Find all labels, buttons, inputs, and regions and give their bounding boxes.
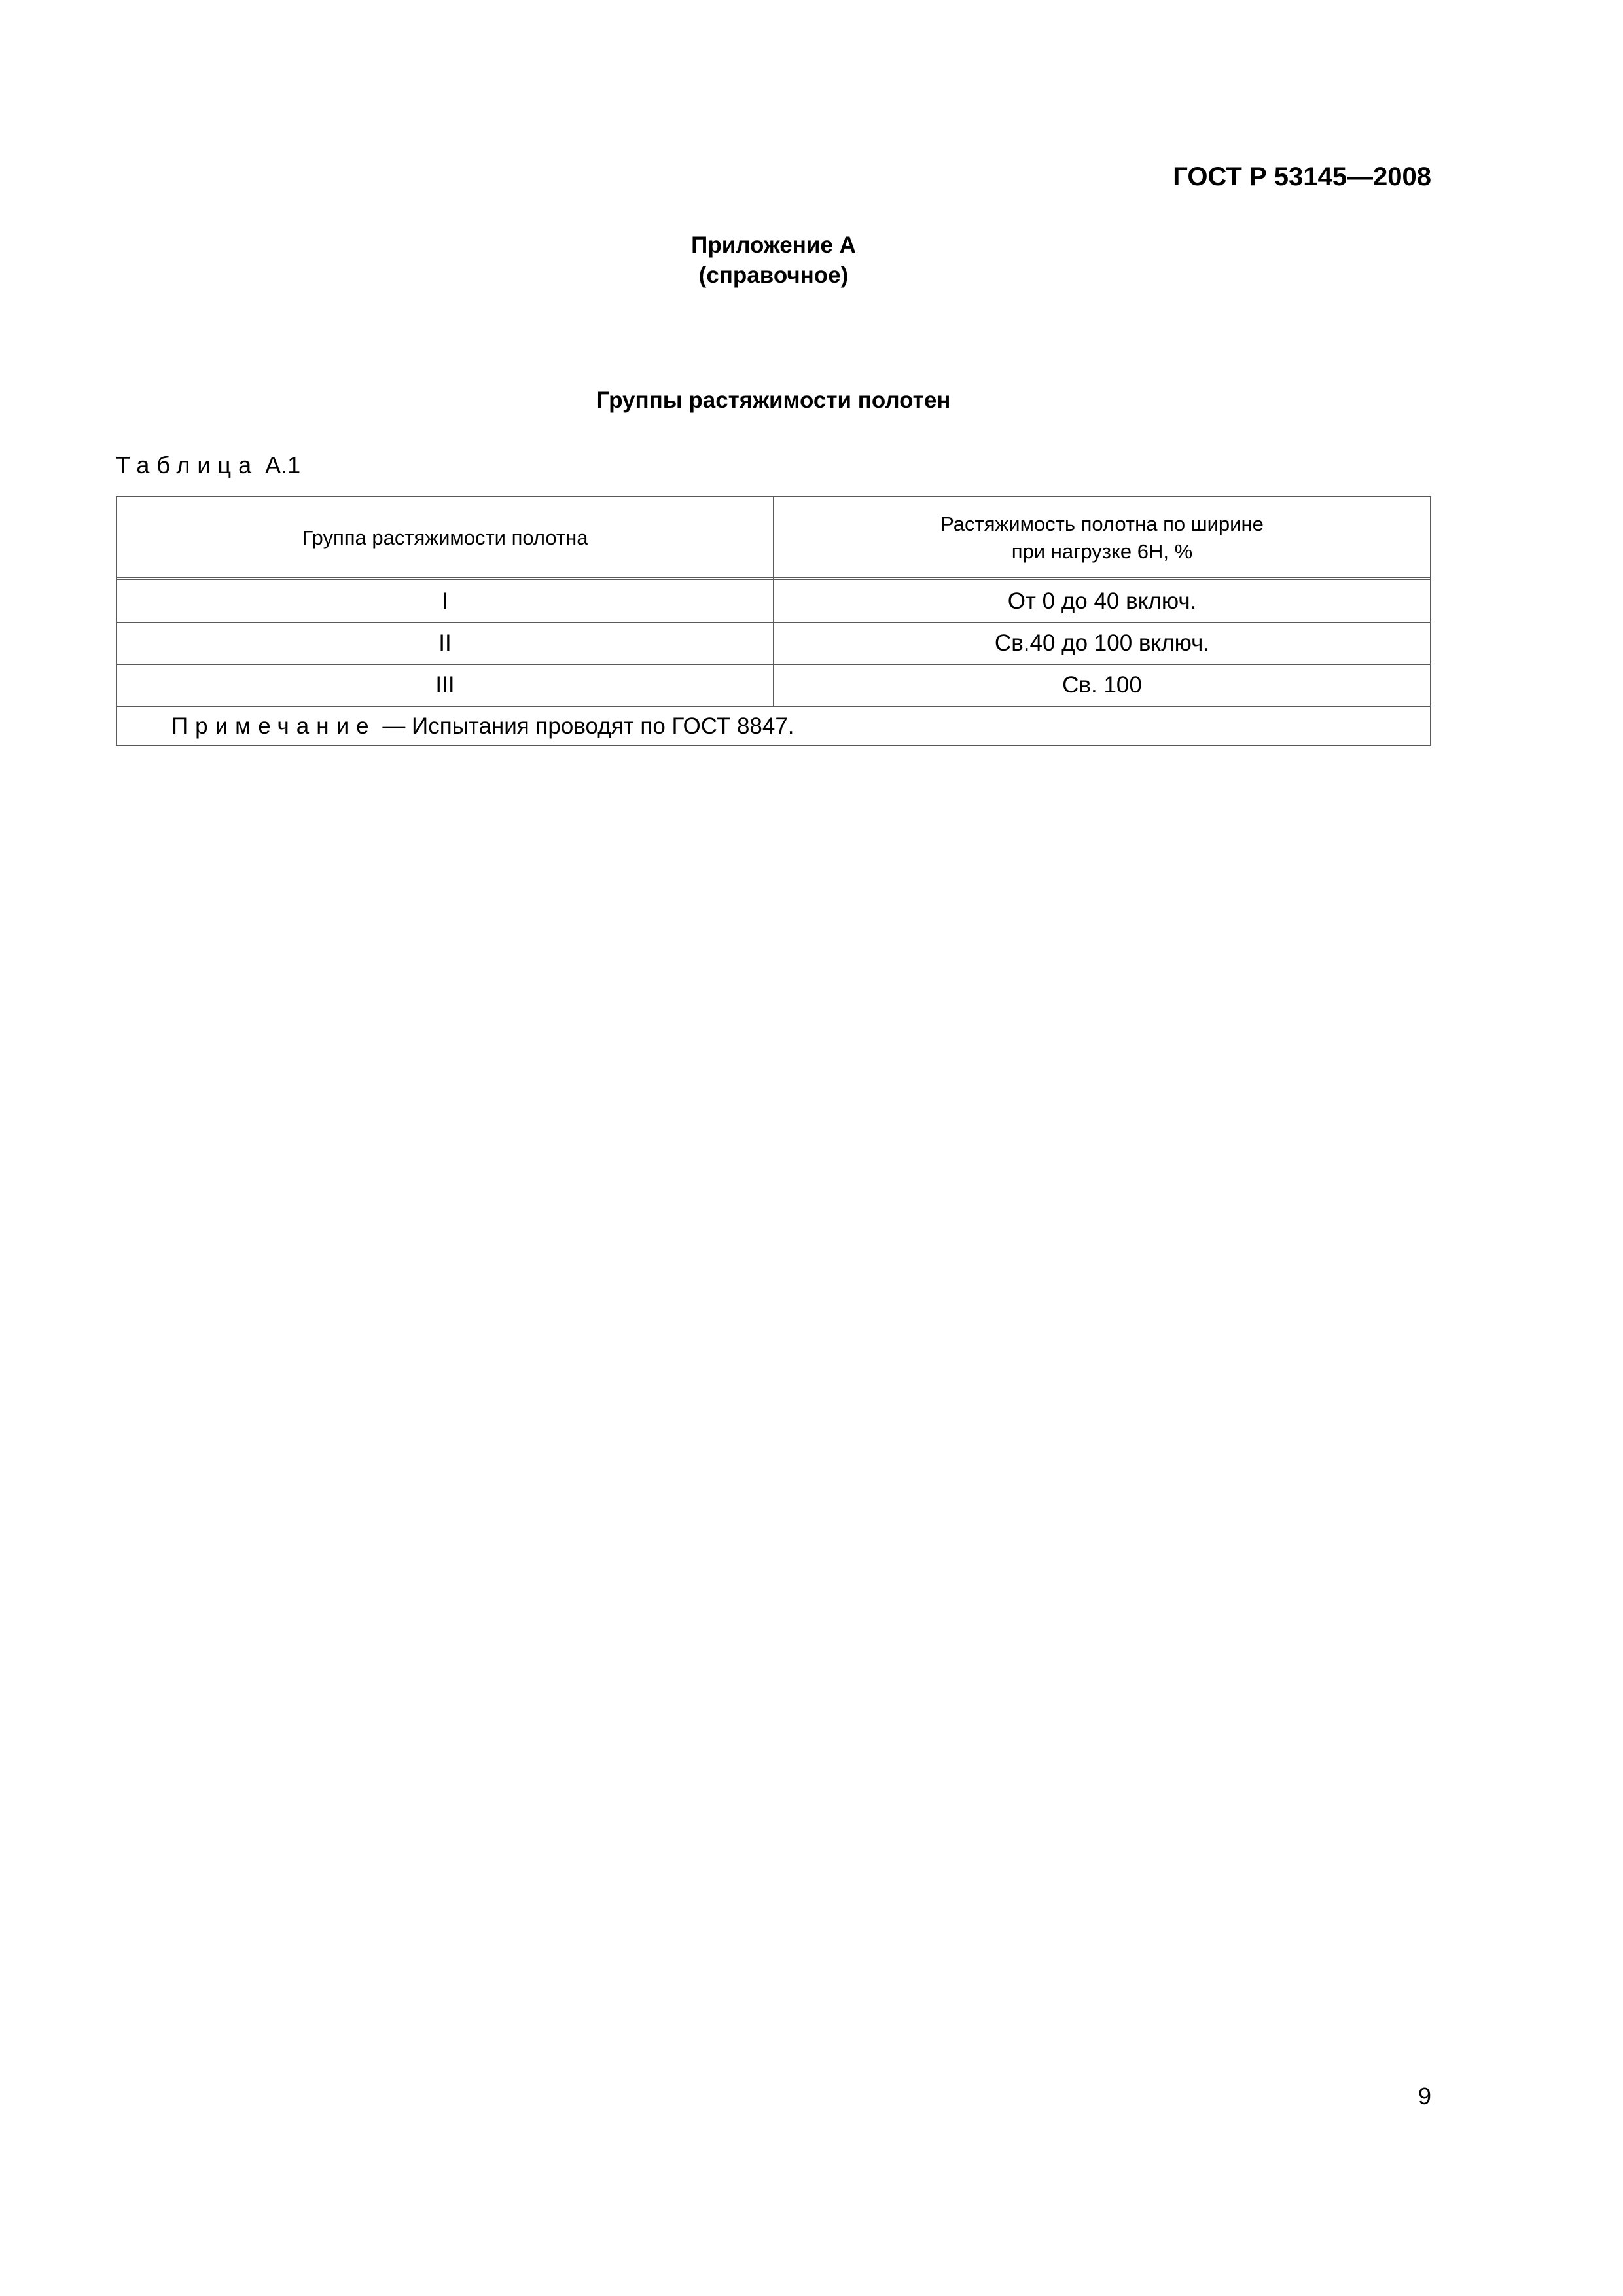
- table-cell-stretch: Св. 100: [1062, 672, 1142, 698]
- table-cell-stretch: Св.40 до 100 включ.: [994, 630, 1210, 656]
- column-header-stretch-line2: при нагрузке 6Н, %: [1011, 540, 1193, 563]
- table-caption-word: Таблица: [116, 452, 259, 478]
- table-caption-number: А.1: [265, 452, 301, 478]
- table-caption: [116, 450, 300, 480]
- column-header-group: Группа растяжимости полотна: [302, 526, 588, 549]
- table-cell-group: III: [435, 672, 455, 698]
- column-header-stretch-line1: Растяжимость полотна по ширине: [940, 512, 1264, 535]
- section-title: Группы растяжимости полотен: [596, 387, 951, 413]
- table-cell-group: II: [438, 630, 452, 656]
- annex-heading: [116, 230, 1431, 291]
- table-note-label: Примечание: [171, 713, 376, 739]
- table-cell-group: I: [442, 588, 448, 614]
- table-note-text: — Испытания проводят по ГОСТ 8847.: [376, 713, 794, 739]
- table-cell-stretch: От 0 до 40 включ.: [1007, 588, 1197, 614]
- annex-status: (справочное): [698, 262, 849, 288]
- stretch-groups-table: [116, 496, 1431, 746]
- page-number: 9: [1418, 2083, 1431, 2109]
- annex-title: Приложение А: [691, 232, 856, 258]
- standard-code: ГОСТ Р 53145—2008: [1173, 162, 1431, 191]
- column-header-stretch: [774, 497, 1430, 579]
- table-note: [171, 707, 794, 746]
